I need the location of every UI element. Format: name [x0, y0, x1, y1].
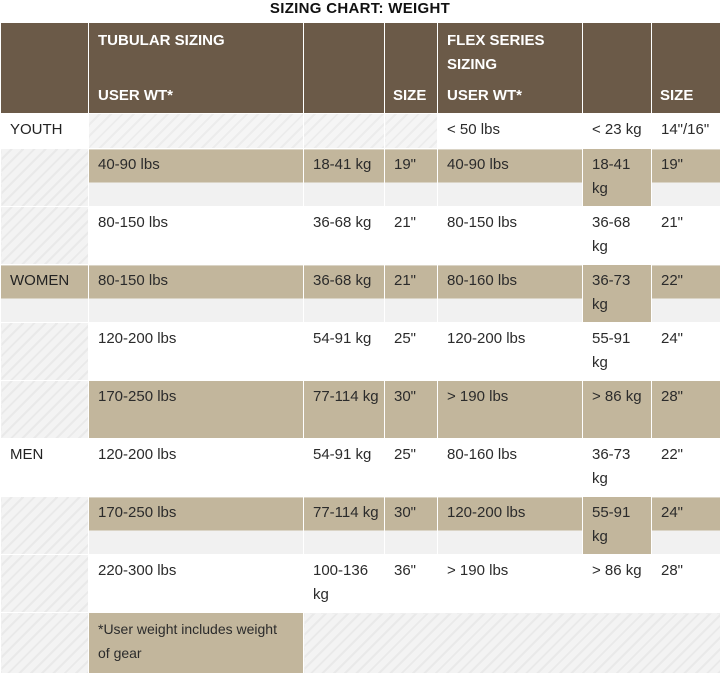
- flex-kg-cell: > 86 kg: [583, 381, 652, 439]
- flex-size-cell: 28": [652, 555, 720, 613]
- flex-lbs-cell: 80-160 lbs: [438, 439, 583, 497]
- flex-kg-cell: 36-73 kg: [583, 439, 652, 497]
- table-row: [1, 207, 720, 265]
- flex-size-cell: 24": [652, 497, 720, 555]
- flex-lbs-cell: > 190 lbs: [438, 381, 583, 439]
- tubular-kg-cell: 54-91 kg: [304, 439, 385, 497]
- tubular-lbs-cell: 170-250 lbs: [89, 497, 304, 555]
- tubular-size-cell: 36": [385, 555, 438, 613]
- tubular-kg-cell: 77-114 kg: [304, 381, 385, 439]
- sizing-table: [0, 22, 720, 674]
- tubular-kg-cell: 54-91 kg: [304, 323, 385, 381]
- footnote-blank-cell: [1, 613, 89, 674]
- header-tubular: [89, 23, 304, 114]
- flex-size-header: SIZE: [660, 84, 693, 108]
- tubular-sizing-title: TUBULAR SIZING: [98, 29, 225, 53]
- tubular-size-cell: 30": [385, 381, 438, 439]
- chart-title: SIZING CHART: WEIGHT: [0, 0, 720, 22]
- footnote-row: [1, 613, 720, 674]
- tubular-size-cell: 21": [385, 207, 438, 265]
- tubular-user-wt-header: USER WT*: [98, 84, 173, 108]
- table-row: [1, 323, 720, 381]
- tubular-kg-cell: [304, 114, 385, 149]
- tubular-lbs-cell: 40-90 lbs: [89, 149, 304, 207]
- flex-lbs-cell: 120-200 lbs: [438, 323, 583, 381]
- table-row: [1, 439, 720, 497]
- tubular-size-cell: 21": [385, 265, 438, 323]
- tubular-kg-cell: 77-114 kg: [304, 497, 385, 555]
- category-cell: [1, 555, 89, 613]
- tubular-lbs-cell: 220-300 lbs: [89, 555, 304, 613]
- tubular-kg-cell: 18-41 kg: [304, 149, 385, 207]
- flex-kg-cell: > 86 kg: [583, 555, 652, 613]
- tubular-lbs-cell: 80-150 lbs: [89, 207, 304, 265]
- category-cell: [1, 207, 89, 265]
- table-row: [1, 149, 720, 207]
- flex-kg-cell: 36-68 kg: [583, 207, 652, 265]
- header-flex-size: [652, 23, 720, 114]
- flex-user-wt-header: USER WT*: [447, 84, 522, 108]
- header-blank: [1, 23, 89, 114]
- header-tubular-size: [385, 23, 438, 114]
- header-flex-kg: [583, 23, 652, 114]
- table-row: [1, 114, 720, 149]
- flex-series-title: FLEX SERIES SIZING: [447, 29, 567, 77]
- flex-kg-cell: 36-73 kg: [583, 265, 652, 323]
- tubular-size-cell: [385, 114, 438, 149]
- flex-kg-cell: 55-91 kg: [583, 323, 652, 381]
- table-row: [1, 497, 720, 555]
- category-cell: [1, 381, 89, 439]
- flex-size-cell: 14"/16": [652, 114, 720, 149]
- category-cell: [1, 323, 89, 381]
- footnote-fill-cell: [304, 613, 720, 674]
- table-row: [1, 555, 720, 613]
- flex-lbs-cell: 120-200 lbs: [438, 497, 583, 555]
- tubular-size-cell: 25": [385, 439, 438, 497]
- flex-lbs-cell: < 50 lbs: [438, 114, 583, 149]
- tubular-lbs-cell: 80-150 lbs: [89, 265, 304, 323]
- flex-size-cell: 21": [652, 207, 720, 265]
- category-cell: WOMEN: [1, 265, 89, 323]
- tubular-lbs-cell: 120-200 lbs: [89, 439, 304, 497]
- tubular-kg-cell: 100-136 kg: [304, 555, 385, 613]
- tubular-size-cell: 19": [385, 149, 438, 207]
- tubular-lbs-cell: 170-250 lbs: [89, 381, 304, 439]
- tubular-lbs-cell: [89, 114, 304, 149]
- table-row: [1, 381, 720, 439]
- category-cell: [1, 497, 89, 555]
- flex-kg-cell: 55-91 kg: [583, 497, 652, 555]
- flex-kg-cell: < 23 kg: [583, 114, 652, 149]
- flex-lbs-cell: 40-90 lbs: [438, 149, 583, 207]
- flex-size-cell: 19": [652, 149, 720, 207]
- category-cell: MEN: [1, 439, 89, 497]
- footnote-text: *User weight includes weight of gear: [89, 613, 288, 665]
- flex-size-cell: 22": [652, 265, 720, 323]
- category-cell: [1, 149, 89, 207]
- tubular-kg-cell: 36-68 kg: [304, 207, 385, 265]
- flex-size-cell: 24": [652, 323, 720, 381]
- tubular-size-cell: 30": [385, 497, 438, 555]
- table-row: [1, 265, 720, 323]
- flex-lbs-cell: 80-150 lbs: [438, 207, 583, 265]
- header-flex: [438, 23, 583, 114]
- flex-lbs-cell: 80-160 lbs: [438, 265, 583, 323]
- header-row: [1, 23, 720, 114]
- flex-lbs-cell: > 190 lbs: [438, 555, 583, 613]
- flex-kg-cell: 18-41 kg: [583, 149, 652, 207]
- category-cell: YOUTH: [1, 114, 89, 149]
- tubular-size-cell: 25": [385, 323, 438, 381]
- footnote-cell: [89, 613, 304, 674]
- tubular-size-header: SIZE: [393, 84, 426, 108]
- tubular-kg-cell: 36-68 kg: [304, 265, 385, 323]
- flex-size-cell: 22": [652, 439, 720, 497]
- tubular-lbs-cell: 120-200 lbs: [89, 323, 304, 381]
- flex-size-cell: 28": [652, 381, 720, 439]
- header-tubular-kg: [304, 23, 385, 114]
